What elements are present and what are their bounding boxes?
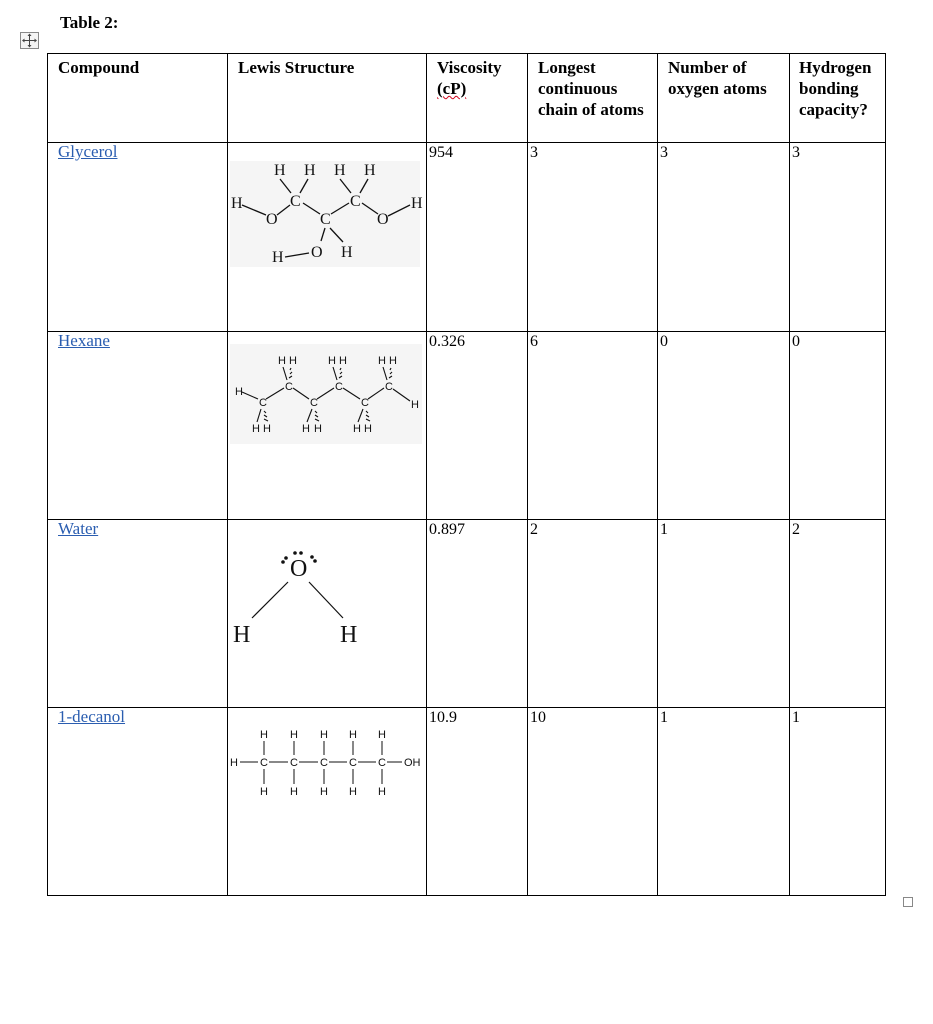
lewis-structure-cell [228,520,427,708]
atom-label: H [290,786,298,798]
atom-label: H [231,195,243,212]
viscosity-cell: 10.9 [427,708,528,896]
atom-label: H [411,399,419,411]
atom-label: H [378,355,386,367]
oxygen-cell: 3 [658,143,790,332]
header-hydrogen-bonding: Hydrogen bonding capacity? [790,54,886,143]
compound-cell [48,332,228,520]
table-row-glycerol [48,143,886,332]
header-longest-chain: Longest continuous chain of atoms [528,54,658,143]
water-lewis-structure [230,548,420,648]
atom-label: H [290,729,298,741]
hbond-cell: 3 [790,143,886,332]
atom-label: H [378,729,386,741]
compound-cell [48,143,228,332]
chain-cell: 2 [528,520,658,708]
compound-link-water[interactable]: Water [58,519,99,538]
atom-label: H [411,195,423,212]
atom-label: H [349,729,357,741]
1-decanol-lewis-structure [230,726,422,816]
atom-label: O [290,556,308,582]
table-row-hexane [48,332,886,520]
lewis-structure-cell [228,143,427,332]
header-oxygen-atoms: Number of oxygen atoms [658,54,790,143]
atom-label: H [334,162,346,179]
atom-label: H [304,162,316,179]
hbond-cell: 1 [790,708,886,896]
table-row-1-decanol [48,708,886,896]
atom-label: O [377,211,389,228]
hexane-lewis-structure [230,344,422,444]
atom-label: H [314,423,322,435]
table-header-row [48,54,886,143]
atom-label: C [290,757,298,769]
atom-label: C [310,397,318,409]
atom-label: H [341,244,353,261]
oxygen-cell: 0 [658,332,790,520]
atom-label: H [364,423,372,435]
table-row-water [48,520,886,708]
atom-label: H [320,729,328,741]
atom-label: C [361,397,369,409]
table-move-handle-icon[interactable] [20,32,39,49]
compounds-table [47,53,886,896]
atom-label: H [272,249,284,266]
oxygen-cell: 1 [658,708,790,896]
atom-label: H [378,786,386,798]
atom-label: C [350,193,361,210]
lewis-structure-cell [228,332,427,520]
atom-label: H [389,355,397,367]
chain-cell: 10 [528,708,658,896]
atom-label: C [385,381,393,393]
atom-label: OH [404,757,421,769]
compound-link-glycerol[interactable]: Glycerol [58,142,118,161]
compound-cell [48,520,228,708]
atom-label: H [320,786,328,798]
hbond-cell: 0 [790,332,886,520]
viscosity-cell: 0.897 [427,520,528,708]
atom-label: H [260,729,268,741]
atom-label: H [302,423,310,435]
atom-label: H [230,757,238,769]
table-resize-handle-icon[interactable] [903,897,913,907]
atom-label: H [260,786,268,798]
atom-label: H [289,355,297,367]
header-viscosity [427,54,528,143]
atom-label: H [263,423,271,435]
atom-label: C [260,757,268,769]
atom-label: H [349,786,357,798]
atom-label: H [339,355,347,367]
compound-cell [48,708,228,896]
compound-link-1-decanol[interactable]: 1-decanol [58,707,126,726]
atom-label: C [349,757,357,769]
atom-label: O [311,244,323,261]
atom-label: H [364,162,376,179]
header-viscosity-label: Viscosity [437,58,502,77]
compound-link-hexane[interactable]: Hexane [58,331,110,350]
atom-label: H [278,355,286,367]
header-compound: Compound [48,54,228,143]
glycerol-lewis-structure [230,161,423,271]
atom-label: O [266,211,278,228]
atom-label: C [259,397,267,409]
viscosity-cell: 954 [427,143,528,332]
hbond-cell: 2 [790,520,886,708]
atom-label: H [328,355,336,367]
atom-label: C [335,381,343,393]
header-lewis-structure: Lewis Structure [228,54,427,143]
atom-label: C [320,211,331,228]
atom-label: H [233,622,251,648]
oxygen-cell: 1 [658,520,790,708]
atom-label: C [378,757,386,769]
atom-label: C [320,757,328,769]
atom-label: H [340,622,358,648]
table-caption: Table 2: [60,13,119,32]
atom-label: H [274,162,286,179]
atom-label: H [252,423,260,435]
atom-label: C [285,381,293,393]
chain-cell: 6 [528,332,658,520]
atom-label: C [290,193,301,210]
chain-cell: 3 [528,143,658,332]
header-viscosity-unit: (cP) [437,79,467,98]
viscosity-cell: 0.326 [427,332,528,520]
lewis-structure-cell [228,708,427,896]
atom-label: H [235,386,243,398]
atom-label: H [353,423,361,435]
